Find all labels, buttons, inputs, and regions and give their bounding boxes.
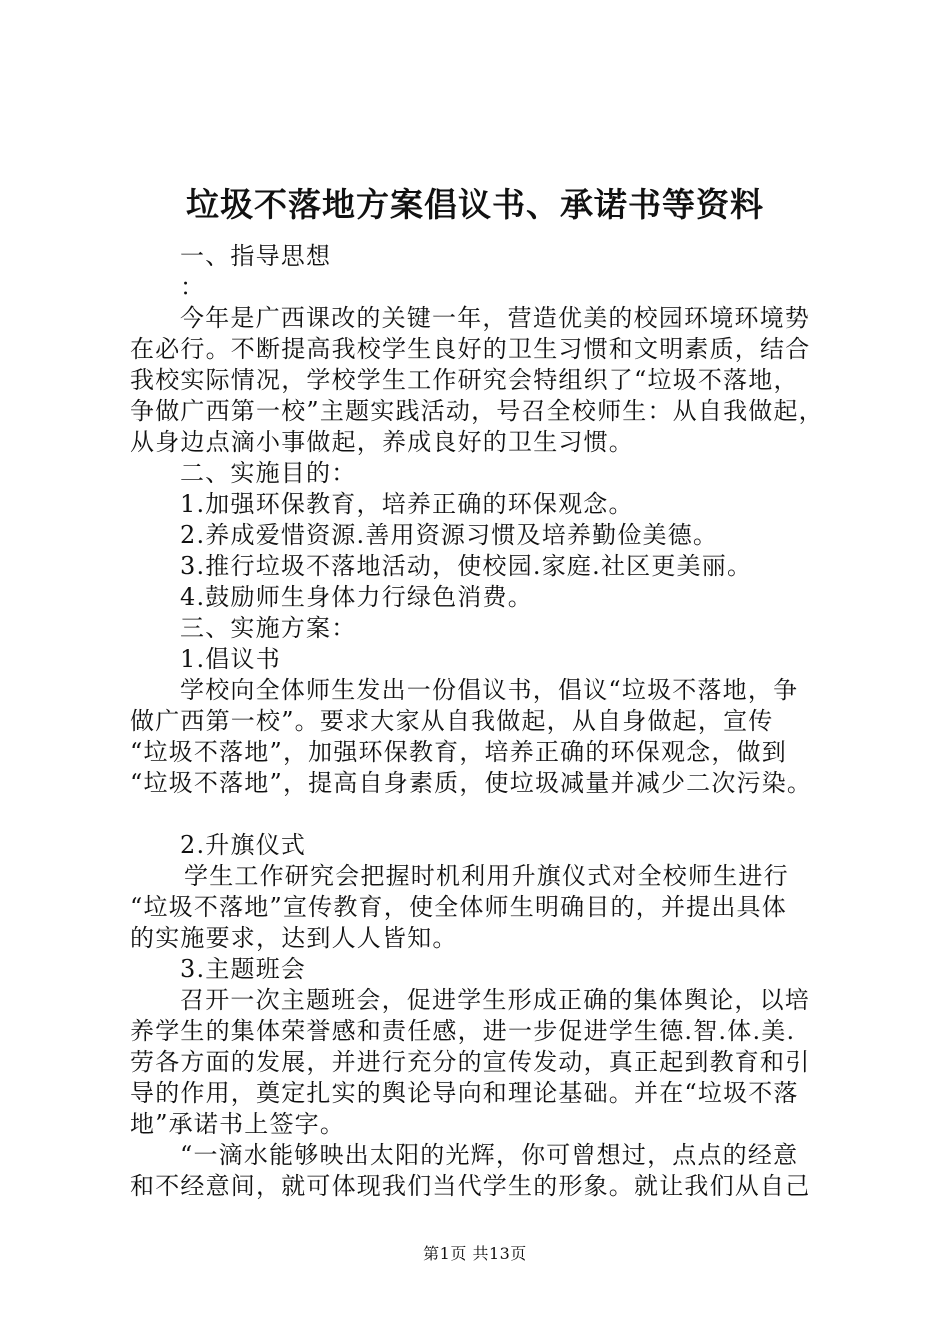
body-line: 在必行。不断提高我校学生良好的卫生习惯和文明素质，结合 — [130, 335, 811, 363]
body-line: 地”承诺书上签字。 — [130, 1110, 346, 1138]
document-body — [130, 210, 830, 1202]
body-line: “一滴水能够映出太阳的光辉，你可曾想过，点点的经意 — [180, 1141, 799, 1169]
subsection-heading: 2.升旗仪式 — [180, 831, 307, 859]
list-item: 4.鼓励师生身体力行绿色消费。 — [180, 583, 533, 611]
body-line: 做广西第一校”。要求大家从自我做起，从自身做起，宣传 — [130, 707, 774, 735]
body-line: 从身边点滴小事做起，养成良好的卫生习惯。 — [130, 428, 634, 456]
subsection-heading: 3.主题班会 — [180, 955, 307, 983]
body-line: 学生工作研究会把握时机利用升旗仪式对全校师生进行 — [184, 862, 789, 890]
body-line: 学校向全体师生发出一份倡议书，倡议“垃圾不落地，争 — [180, 676, 799, 704]
document-title: 垃圾不落地方案倡议书、承诺书等资料 — [186, 185, 764, 224]
body-line: 今年是广西课改的关键一年，营造优美的校园环境环境势 — [180, 304, 810, 332]
subsection-heading: 1.倡议书 — [180, 645, 281, 673]
body-line: 养学生的集体荣誉感和责任感，进一步促进学生德.智.体.美. — [130, 1017, 796, 1045]
body-line: 召开一次主题班会，促进学生形成正确的集体舆论，以培 — [180, 986, 810, 1014]
spacer — [130, 799, 830, 830]
body-line: 的实施要求，达到人人皆知。 — [130, 924, 458, 952]
body-line: “垃圾不落地”，加强环保教育，培养正确的环保观念，做到 — [130, 738, 787, 766]
section-heading: 一、指导思想 — [180, 242, 332, 270]
body-line: 争做广西第一校”主题实践活动，号召全校师生：从自我做起， — [130, 397, 824, 425]
list-item: 3.推行垃圾不落地活动，使校园.家庭.社区更美丽。 — [180, 552, 753, 580]
body-line: 和不经意间，就可体现我们当代学生的形象。就让我们从自己 — [130, 1172, 811, 1200]
list-item: 1.加强环保教育，培养正确的环保观念。 — [180, 490, 634, 518]
body-line: 导的作用，奠定扎实的舆论导向和理论基础。并在“垃圾不落 — [130, 1079, 799, 1107]
body-line: ： — [180, 273, 206, 301]
spacer — [130, 210, 830, 241]
body-line: “垃圾不落地”宣传教育，使全体师生明确目的，并提出具体 — [130, 893, 787, 921]
body-line: 我校实际情况，学校学生工作研究会特组织了“垃圾不落地， — [130, 366, 799, 394]
section-heading: 三、实施方案： — [180, 614, 357, 642]
list-item: 2.养成爱惜资源.善用资源习惯及培养勤俭美德。 — [180, 521, 719, 549]
page-number: 第1页 共13页 — [423, 1244, 527, 1263]
body-line: “垃圾不落地”，提高自身素质，使垃圾减量并减少二次污染。 — [130, 769, 813, 797]
body-line: 劳各方面的发展，并进行充分的宣传发动，真正起到教育和引 — [130, 1048, 811, 1076]
section-heading: 二、实施目的： — [180, 459, 357, 487]
